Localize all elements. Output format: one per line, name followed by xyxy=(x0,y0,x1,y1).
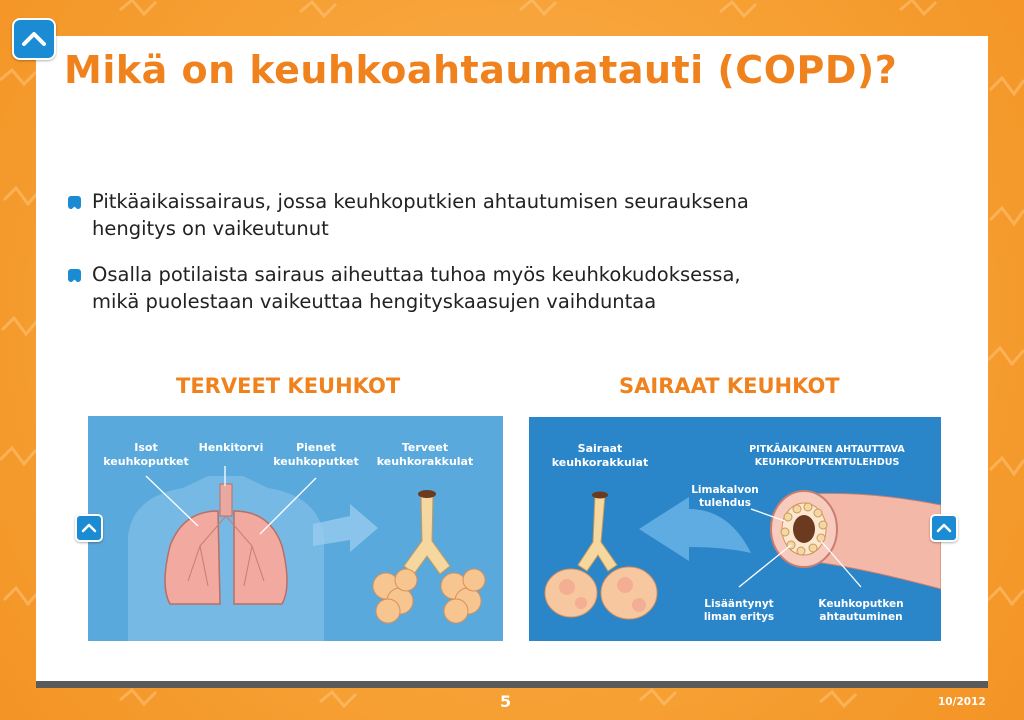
label-sairaat-2: keuhkorakkulat xyxy=(551,456,649,469)
sick-lungs-illustration xyxy=(529,417,941,641)
next-slide-button[interactable] xyxy=(930,514,958,542)
sick-lungs-title: SAIRAAT KEUHKOT xyxy=(619,374,840,398)
chevron-up-icon xyxy=(935,522,953,534)
slide-title: Mikä on keuhkoahtaumatauti (COPD)? xyxy=(64,48,898,92)
label-pitkaaikainen: PITKÄAIKAINEN AHTAUTTAVA xyxy=(749,444,905,455)
footer-bar xyxy=(36,681,988,688)
bullet-item-2 xyxy=(92,261,892,315)
label-limakalvon-2: tulehdus xyxy=(699,497,751,509)
chevron-up-icon xyxy=(20,29,48,49)
scroll-up-button[interactable] xyxy=(12,18,56,60)
label-pitkaaikainen-2: KEUHKOPUTKENTULEHDUS xyxy=(754,457,900,468)
label-keuhkoputken-2: ahtautuminen xyxy=(819,611,903,623)
page-number: 5 xyxy=(500,692,512,711)
previous-slide-button[interactable] xyxy=(75,514,103,542)
label-keuhkoputken: Keuhkoputken xyxy=(818,598,904,610)
bullet-text-line: Osalla potilaista sairaus aiheuttaa tuhoa myös keuhkokudoksessa, xyxy=(92,263,741,286)
label-pienet: Pienet xyxy=(296,441,336,454)
healthy-lungs-illustration xyxy=(88,416,503,641)
bullet-text-line: hengitys on vaikeutunut xyxy=(92,217,329,240)
bullet-text-line: Pitkäaikaissairaus, jossa keuhkoputkien ahtautumisen seurauksena xyxy=(92,190,749,213)
healthy-lungs-title: TERVEET KEUHKOT xyxy=(176,374,401,398)
bullet-icon xyxy=(68,269,81,282)
bullet-item-1 xyxy=(92,188,892,242)
label-sairaat: Sairaat xyxy=(577,442,623,455)
label-lisaantynyt: Lisääntynyt xyxy=(704,598,774,610)
bullet-text-line: mikä puolestaan vaikeuttaa hengityskaasujen vaihduntaa xyxy=(92,290,657,313)
label-henkitorvi: Henkitorvi xyxy=(198,441,264,454)
label-limakalvon: Limakalvon xyxy=(691,484,759,496)
slide-date: 10/2012 xyxy=(938,696,986,708)
chevron-up-icon xyxy=(80,522,98,534)
label-lisaantynyt-2: liman eritys xyxy=(703,611,775,623)
label-isot-2: keuhkoputket xyxy=(103,455,189,468)
label-terveet: Terveet xyxy=(401,441,449,454)
label-terveet-2: keuhkorakkulat xyxy=(376,455,474,468)
label-pienet-2: keuhkoputket xyxy=(273,455,359,468)
bullet-icon xyxy=(68,196,81,209)
label-isot: Isot xyxy=(134,441,158,454)
